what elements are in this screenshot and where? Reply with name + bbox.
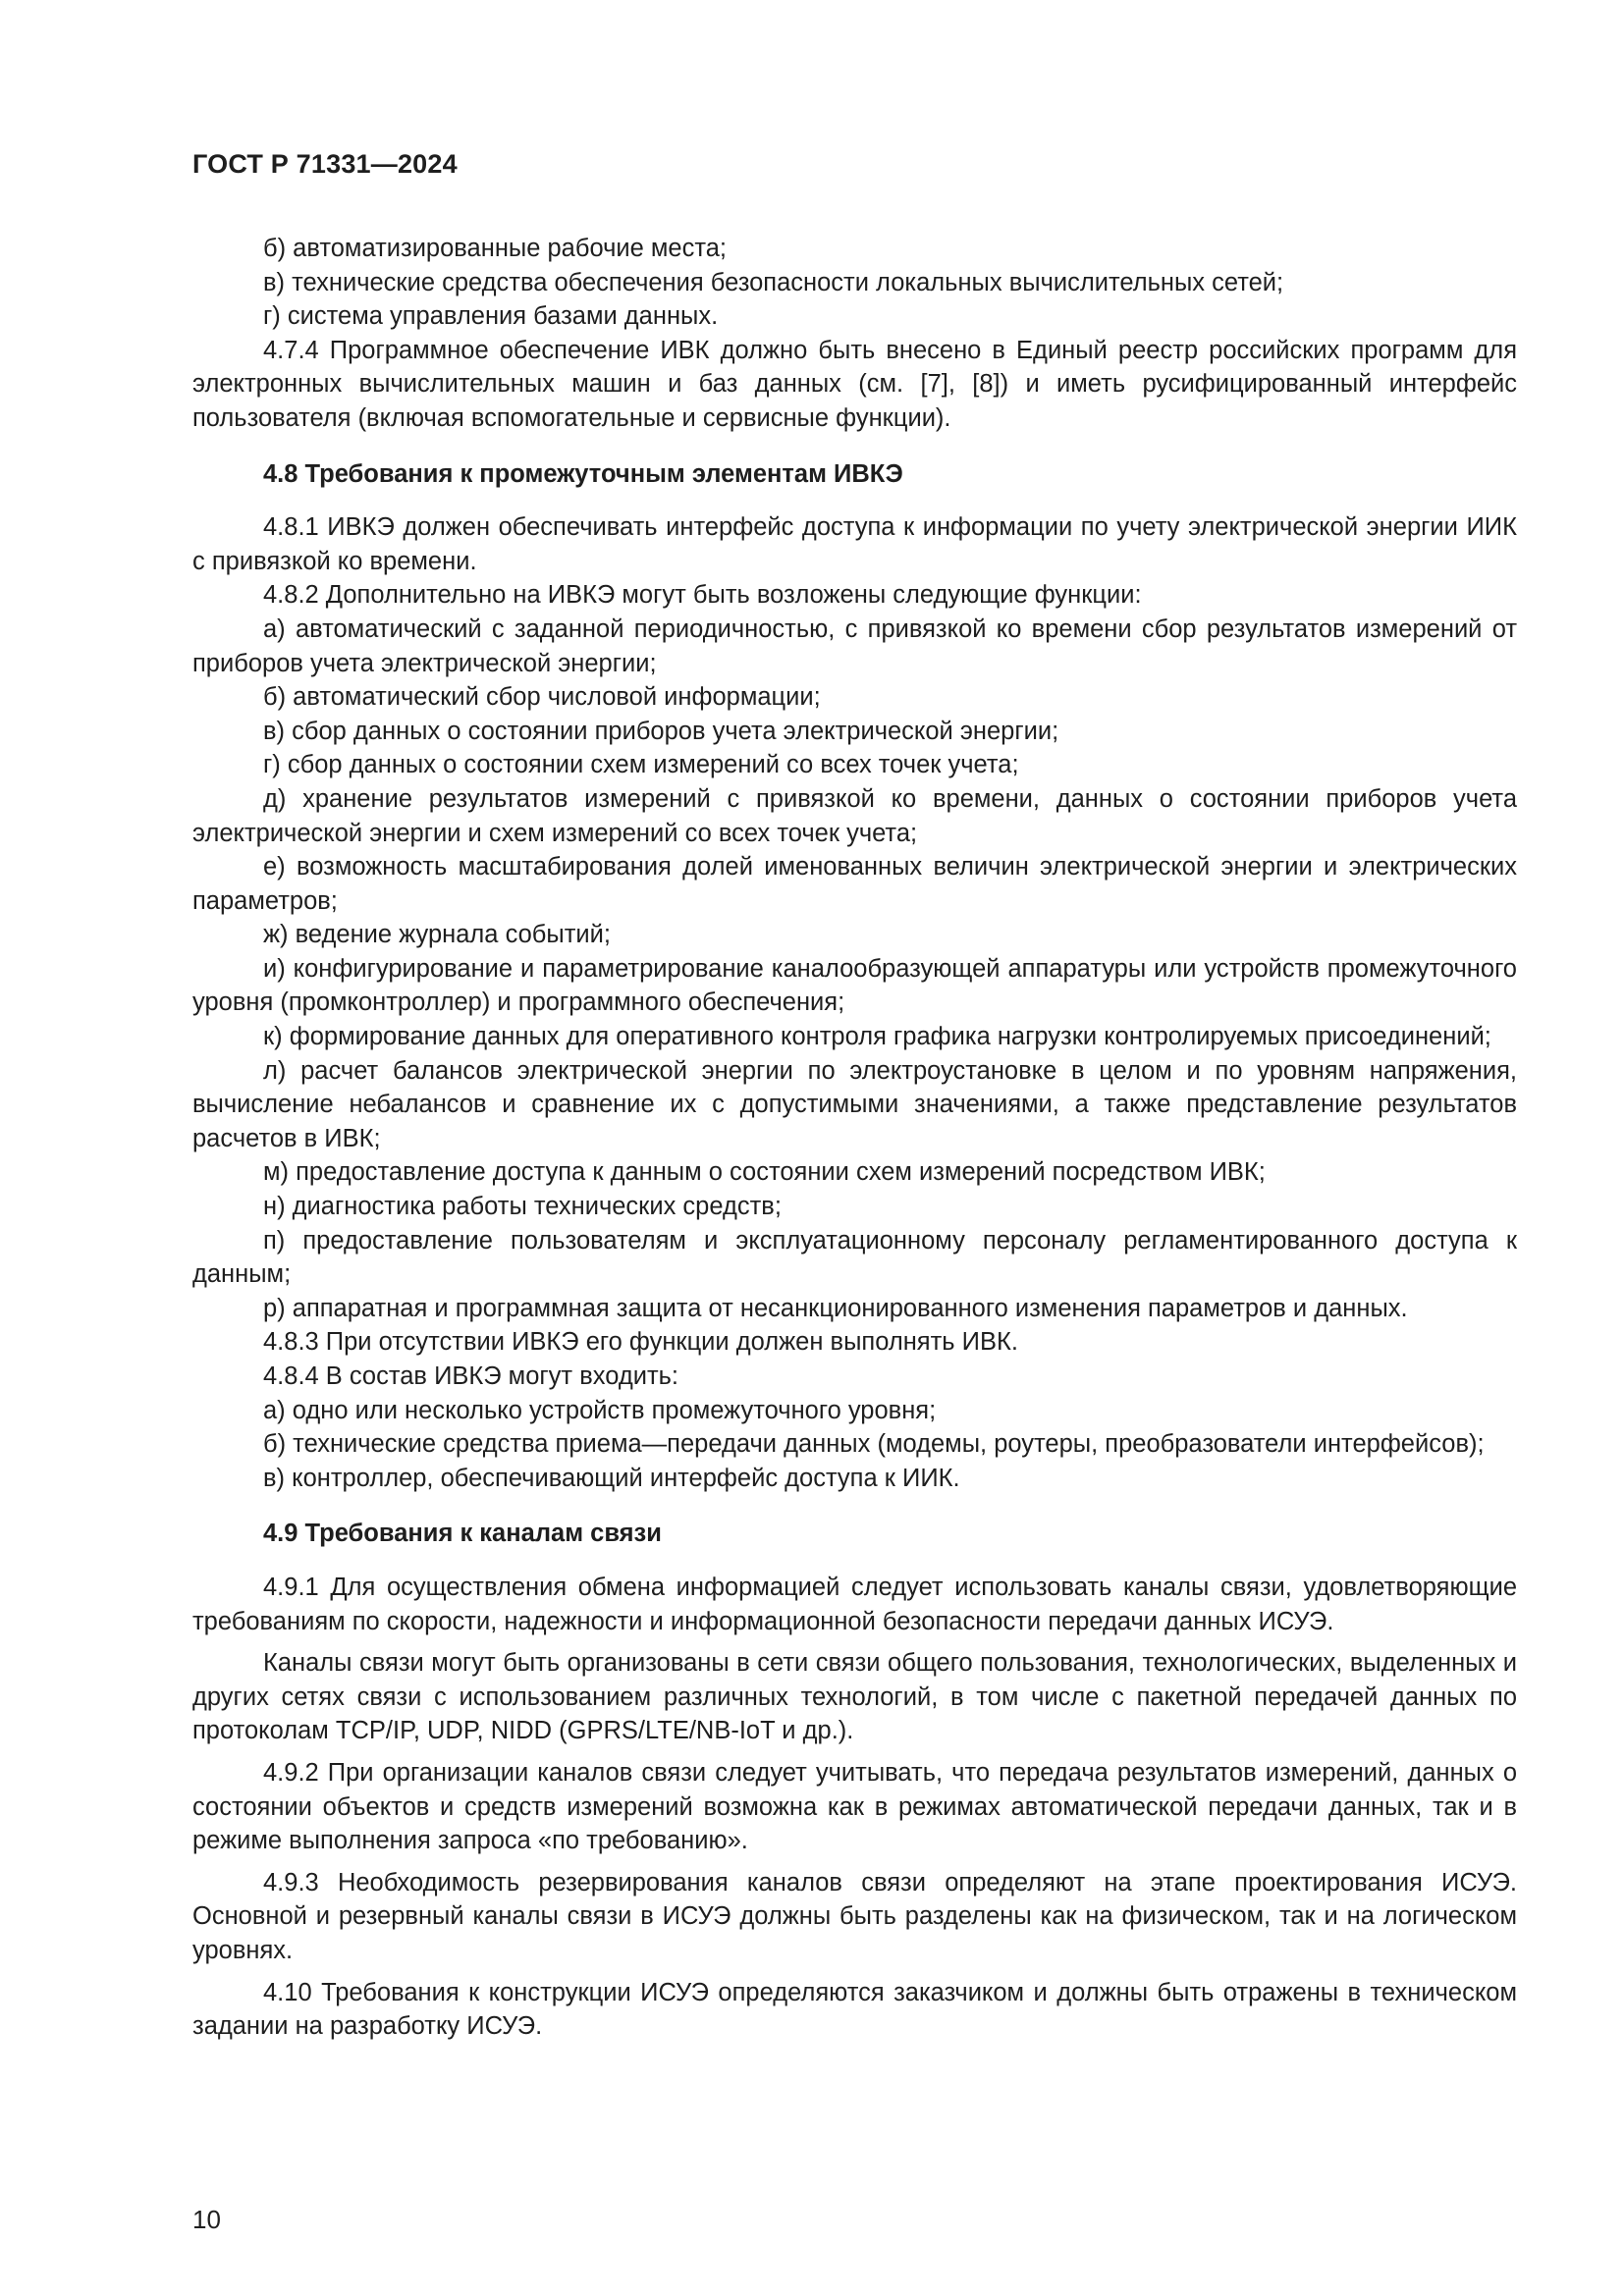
- list-item: б) автоматический сбор числовой информации;: [263, 683, 821, 712]
- paragraph-4-8-4: 4.8.4 В состав ИВКЭ могут входить:: [263, 1362, 679, 1390]
- list-item: д) хранение результатов измерений с привязкой ко времени, данных о состоянии приборов учета электрической энергии и схем измерений со всех точек учета;: [192, 784, 1517, 847]
- paragraph-4-7-4: 4.7.4 Программное обеспечение ИВК должно быть внесено в Единый реестр российских программ для электронных вычислительных машин и баз данных (см. [7], [8]) и иметь русифицированный интерфейс пользователя (включая вспомогательные и сервисные функции).: [192, 336, 1517, 432]
- list-item: б) технические средства приема—передачи данных (модемы, роутеры, преобразователи интерфейсов);: [263, 1430, 1485, 1459]
- list-item: б) автоматизированные рабочие места;: [263, 235, 728, 262]
- list-item: ж) ведение журнала событий;: [263, 921, 611, 949]
- paragraph-4-8-1: 4.8.1 ИВКЭ должен обеспечивать интерфейс доступа к информации по учету электрической энергии ИИК с привязкой ко времени.: [192, 513, 1517, 575]
- list-item: п) предоставление пользователям и эксплуатационному персоналу регламентированного доступа к данным;: [192, 1226, 1517, 1289]
- list-item: и) конфигурирование и параметрирование каналообразующей аппаратуры или устройств промежуточного уровня (промконтроллер) и программного обеспечения;: [192, 954, 1517, 1017]
- list-item: в) сбор данных о состоянии приборов учета электрической энергии;: [263, 717, 1059, 745]
- section-heading-4-8: 4.8 Требования к промежуточным элементам ИВКЭ: [263, 459, 903, 488]
- paragraph-4-9-2: 4.9.2 При организации каналов связи следует учитывать, что передача результатов измерений, данных о состоянии объектов и средств измерений возможна как в режимах автоматической передачи данных, так и в режиме выполнения запроса «по требованию».: [192, 1758, 1517, 1855]
- document-header: ГОСТ Р 71331—2024: [192, 149, 458, 179]
- page-number: 10: [192, 2205, 221, 2234]
- list-item: а) одно или несколько устройств промежуточного уровня;: [263, 1396, 937, 1424]
- section-heading-4-9: 4.9 Требования к каналам связи: [263, 1520, 662, 1548]
- paragraph-4-8-3: 4.8.3 При отсутствии ИВКЭ его функции должен выполнять ИВК.: [263, 1328, 1018, 1357]
- paragraph-4-10: 4.10 Требования к конструкции ИСУЭ определяются заказчиком и должны быть отражены в техническом задании на разработку ИСУЭ.: [192, 1978, 1517, 2041]
- list-item: г) система управления базами данных.: [263, 302, 719, 331]
- document-body: [192, 232, 1517, 2044]
- list-item: в) технические средства обеспечения безопасности локальных вычислительных сетей;: [263, 268, 1284, 296]
- list-item: м) предоставление доступа к данным о состоянии схем измерений посредством ИВК;: [263, 1158, 1266, 1187]
- list-item: л) расчет балансов электрической энергии по электроустановке в целом и по уровням напряжения, вычисление небалансов и сравнение их с допустимыми значениями, а также представление результатов расчетов в ИВК;: [192, 1056, 1517, 1152]
- list-item: к) формирование данных для оперативного контроля графика нагрузки контролируемых присоединений;: [263, 1023, 1491, 1051]
- paragraph-4-9-3: 4.9.3 Необходимость резервирования каналов связи определяют на этапе проектирования ИСУЭ. Основной и резервный каналы связи в ИСУЭ должны быть разделены как на физическом, так и на логическом уровнях.: [192, 1868, 1517, 1964]
- paragraph-channels: Каналы связи могут быть организованы в сети связи общего пользования, технологических, выделенных и других сетях связи с использованием различных технологий, в том числе с пакетной передачей данных по протоколам TCP/IP, UDP, NIDD (GPRS/LTE/NB-IoT и др.).: [192, 1649, 1517, 1745]
- list-item: в) контроллер, обеспечивающий интерфейс доступа к ИИК.: [263, 1464, 960, 1492]
- paragraph-4-8-2: 4.8.2 Дополнительно на ИВКЭ могут быть возложены следующие функции:: [263, 581, 1142, 610]
- list-item: р) аппаратная и программная защита от несанкционированного изменения параметров и данных.: [263, 1294, 1408, 1322]
- list-item: е) возможность масштабирования долей именованных величин электрической энергии и электрических параметров;: [192, 853, 1517, 915]
- paragraph-4-9-1: 4.9.1 Для осуществления обмена информацией следует использовать каналы связи, удовлетворяющие требованиям по скорости, надежности и информационной безопасности передачи данных ИСУЭ.: [192, 1573, 1517, 1635]
- list-item: н) диагностика работы технических средств;: [263, 1193, 782, 1221]
- list-item: а) автоматический с заданной периодичностью, с привязкой ко времени сбор результатов измерений от приборов учета электрической энергии;: [192, 614, 1517, 677]
- list-item: г) сбор данных о состоянии схем измерений со всех точек учета;: [263, 751, 1019, 779]
